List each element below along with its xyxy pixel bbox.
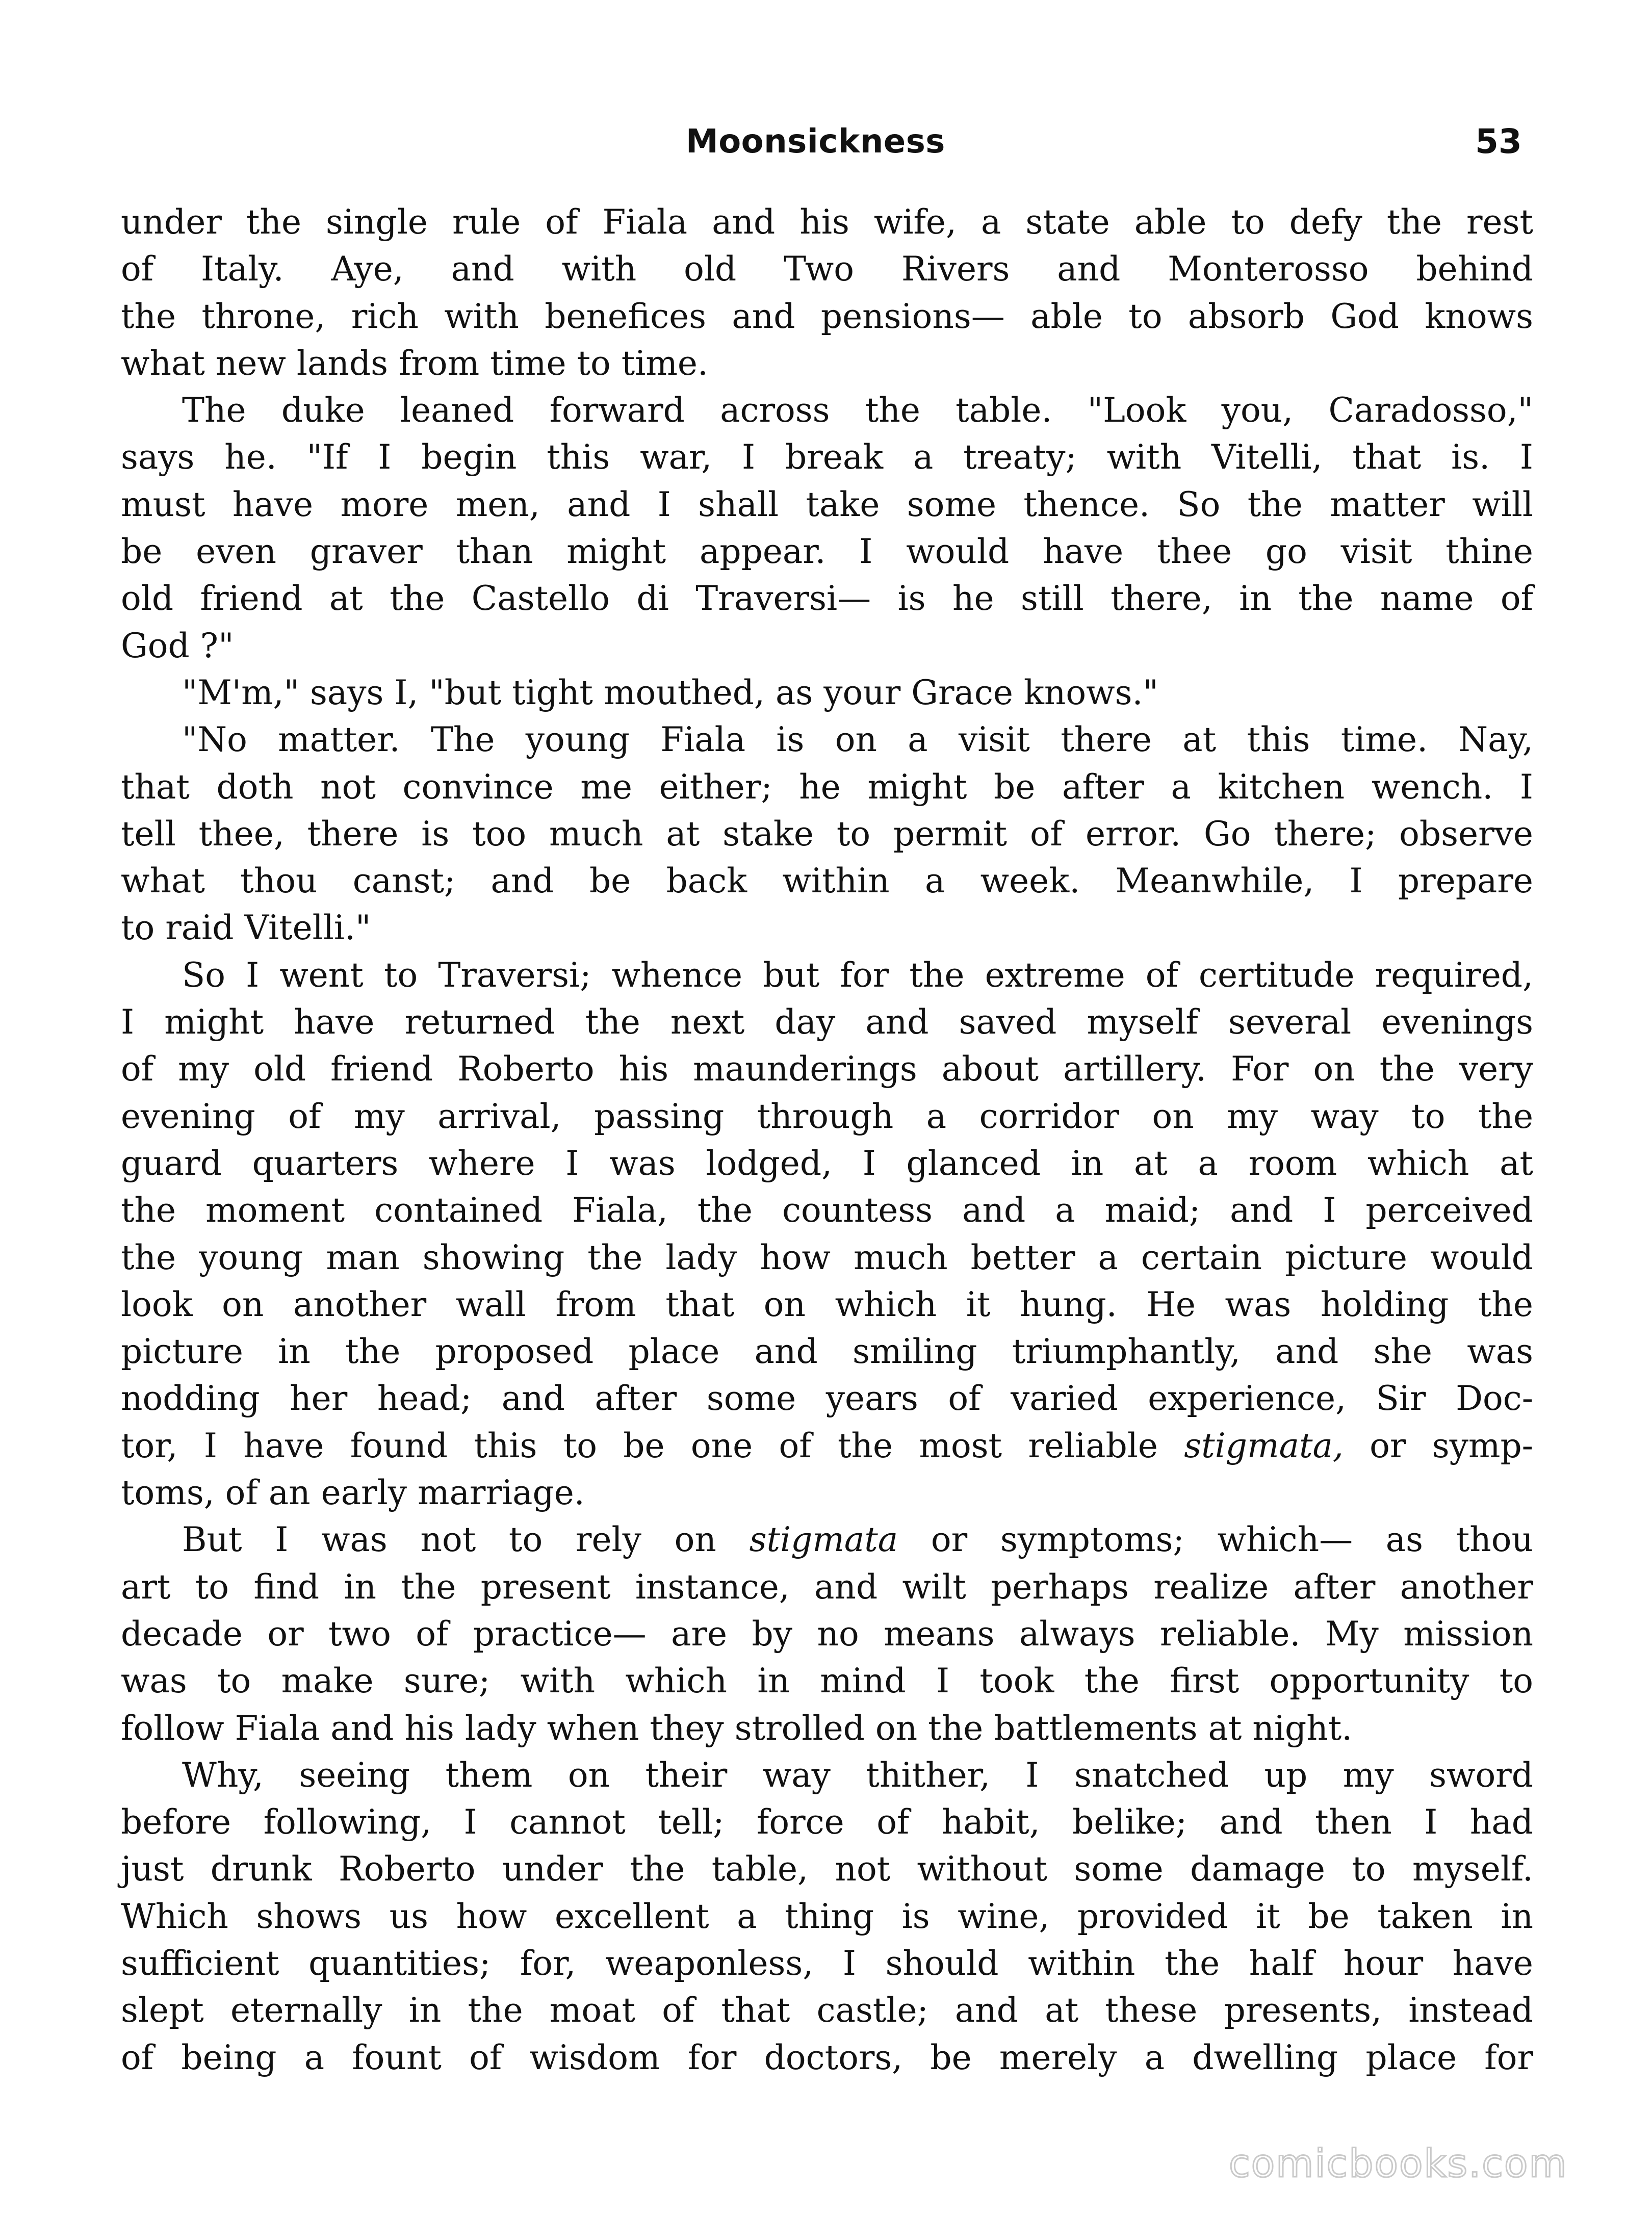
text-line: of Italy. Aye, and with old Two Rivers and Monterosso behind	[121, 249, 1533, 289]
text-line: The duke leaned forward across the table. "Look you, Caradosso,"	[182, 391, 1533, 430]
site-watermark: comicbooks.com	[1229, 2140, 1568, 2186]
text-line: to raid Vitelli."	[121, 908, 371, 948]
text-line: what new lands from time to time.	[121, 343, 708, 383]
text-line: I might have returned the next day and saved myself several evenings	[121, 1002, 1533, 1042]
text-line: says he. "If I begin this war, I break a treaty; with Vitelli, that is. I	[121, 437, 1533, 477]
text-line: "No matter. The young Fiala is on a visit there at this time. Nay,	[182, 720, 1533, 760]
text-line: what thou canst; and be back within a week. Meanwhile, I prepare	[121, 861, 1533, 901]
italic-term: stigmata,	[1184, 1426, 1344, 1465]
text-line: was to make sure; with which in mind I took the first opportunity to	[121, 1661, 1533, 1701]
text-line: evening of my arrival, passing through a corridor on my way to the	[121, 1096, 1533, 1136]
text-line: before following, I cannot tell; force of habit, belike; and then I had	[121, 1802, 1533, 1842]
text-line-mixed	[121, 1516, 1533, 1563]
text-line: follow Fiala and his lady when they strolled on the battlements at night.	[121, 1708, 1353, 1748]
text-line: slept eternally in the moat of that castle; and at these presents, instead	[121, 1991, 1533, 2030]
text-line: nodding her head; and after some years of varied experience, Sir Doc-	[121, 1379, 1533, 1419]
text-line: Which shows us how excellent a thing is wine, provided it be taken in	[121, 1896, 1533, 1936]
text-line: So I went to Traversi; whence but for the extreme of certitude required,	[182, 955, 1533, 995]
text-line: Why, seeing them on their way thither, I snatched up my sword	[182, 1755, 1533, 1795]
text-line-mixed	[121, 1423, 1533, 1469]
text-line: must have more men, and I shall take some thence. So the matter will	[121, 484, 1533, 524]
text-line: "M'm," says I, "but tight mouthed, as your Grace knows."	[182, 673, 1158, 712]
text-line: picture in the proposed place and smiling triumphantly, and she was	[121, 1332, 1533, 1372]
text-line: decade or two of practice— are by no means always reliable. My mission	[121, 1614, 1533, 1654]
page-number: 53	[1475, 122, 1522, 161]
text-line: the moment contained Fiala, the countess and a maid; and I perceived	[121, 1191, 1533, 1230]
text-line: just drunk Roberto under the table, not without some damage to myself.	[121, 1849, 1533, 1889]
text-line: of being a fount of wisdom for doctors, be merely a dwelling place for	[121, 2038, 1533, 2077]
text-line: the young man showing the lady how much better a certain picture would	[121, 1237, 1533, 1277]
text-line: of my old friend Roberto his maunderings about artillery. For on the very	[121, 1049, 1533, 1089]
text-line: look on another wall from that on which it hung. He was holding the	[121, 1284, 1533, 1324]
body-text	[121, 199, 1533, 2081]
text-line: sufficient quantities; for, weaponless, I should within the half hour have	[121, 1943, 1533, 1983]
text-line: art to find in the present instance, and wilt perhaps realize after another	[121, 1567, 1533, 1607]
text-line: be even graver than might appear. I would have thee go visit thine	[121, 532, 1533, 572]
text-line: the throne, rich with benefices and pensions— able to absorb God knows	[121, 296, 1533, 336]
text-line: guard quarters where I was lodged, I glanced in at a room which at	[121, 1143, 1533, 1183]
text-line: old friend at the Castello di Traversi— is he still there, in the name of	[121, 579, 1533, 618]
text-segment: tor, I have found this to be one of the most reliable	[121, 1426, 1184, 1465]
text-line: under the single rule of Fiala and his wife, a state able to defy the rest	[121, 202, 1533, 242]
running-head-title: Moonsickness	[686, 123, 945, 161]
italic-term: stigmata	[749, 1520, 898, 1560]
text-line: that doth not convince me either; he might be after a kitchen wench. I	[121, 767, 1533, 807]
text-line: tell thee, there is too much at stake to permit of error. Go there; observe	[121, 814, 1533, 854]
text-line: God ?"	[121, 626, 234, 665]
text-segment: or symp-	[1343, 1426, 1533, 1465]
text-segment: or symptoms; which— as thou	[898, 1520, 1533, 1560]
text-line: toms, of an early marriage.	[121, 1473, 585, 1513]
text-segment: But I was not to rely on	[182, 1520, 750, 1560]
